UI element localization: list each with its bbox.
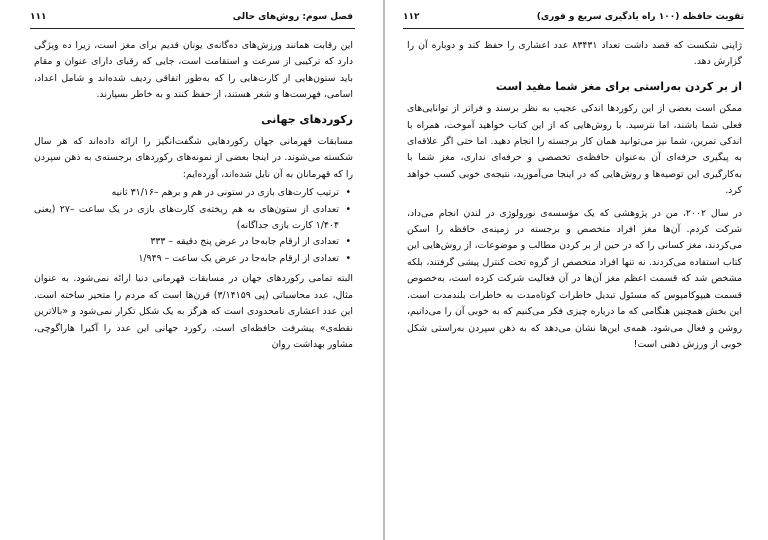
list-item: • تعدادی از ارقام جابه‌جا در عرض پنج دقیقه – ۳۳۳ [34,234,339,250]
records-list [34,185,353,267]
left-page [0,0,383,540]
running-header-title: فصل سوم: روش‌های حالی [232,12,353,22]
opening-paragraph: ژاپنی شکست که قصد داشت تعداد ۸۳۴۳۱ عدد اعشاری را حفظ کند و دوباره آن را گزارش دهد. [407,40,742,68]
list-item: • ترتیب کارت‌های بازی در ستونی در هم و برهم –۳۱/۱۶ ثانیه [34,185,339,201]
list-item: • تعدادی از ارقام جابه‌جا در عرض یک ساعت – ۱/۹۴۹ [34,251,339,267]
body-paragraph: در سال ۲۰۰۲، من در پژوهشی که یک مؤسسه‌ی نورولوژی در لندن انجام می‌داد، شرکت کردم. آن‌ها مغز افراد متخصص و برجسته در زمینه‌ی حافظه را اسکن می‌کردند، مغز کسانی را که در حین از بر کردن مطالب و موضوعات، از روش‌هایی این کتاب استفاده می‌کردند. نه تنها افراد متخصص از گروه تحت کنترل پیشی گرفتند، بلکه مشخص شد که قسمت اعظم مغز آن‌ها در آن فعالیت شرکت کرده است، به‌خصوص قسمت هیپوکامپوس که مسئول تبدیل خاطرات کوتاه‌مدت به خاطرات بلندمدت است. این بخش همچنین هنگامی که ما درباره چیزی فکر می‌کنیم که به خوبی آن را می‌دانیم، روشن و فعال می‌شود. همه‌ی این‌ها نشان می‌دهد که به ذهن سپردن به‌راستی شکل خوبی از ورزش ذهنی است! [407,207,743,350]
page-number: ۱۱۱ [30,12,47,22]
page-header [0,12,383,28]
page-header [385,12,768,28]
page-number: ۱۱۲ [403,12,420,22]
section-heading: رکوردهای جهانی [261,112,353,126]
header-rule [403,28,744,29]
records-intro-paragraph: مسابقات قهرمانی جهان رکوردهایی شگفت‌انگیز را ارائه داده‌اند که هر سال شکسته می‌شوند. در اینجا بعضی از نمونه‌های رکوردهای برجسته‌ی به ذهن سپردن را که قهرمانان به آن نایل شده‌اند، آورده‌ایم: [34,136,353,180]
running-header-title: تقویت حافظه (۱۰۰ راه یادگیری سریع و فوری) [536,12,744,22]
page-body [34,38,353,353]
list-item: • تعدادی از ستون‌های به هم ریخته‌ی کارت‌های بازی در یک ساعت –۲۷ (یعنی ۱/۴۰۴ کارت بازی جداگانه) [34,202,339,235]
intro-paragraph: این رقابت همانند ورزش‌های ده‌گانه‌ی یونان قدیم برای مغز است، زیرا ده ویژگی دارد که ترکیبی از سرعت و استقامت است، جایی که رقبای دارای عنوان و مقام باید ستون‌هایی از کارت‌هایی را که به‌طور اتفاقی ردیف شده‌اند و شامل اعداد، اسامی، فهرست‌ها و شعر هستند، از حفظ کنند و به خاطر بسپارند. [34,40,353,101]
header-rule [30,28,355,29]
right-page [385,0,768,540]
closing-paragraph: البته تمامی رکوردهای جهان در مسابقات قهرمانی دنیا ارائه نمی‌شود. به عنوان مثال، عدد محاسباتی (پی ۳/۱۴۱۵۹) قرن‌ها است که مردم را متحیر ساخته است. این عدد اعشاری نامحدودی است که هرگز به یک شکل تکرار نمی‌شود و «بالاترین نقطه‌ی» پیشرفت حافظه‌ای است. رکورد جهانی این عدد را آکیرا هاراگوچی، مشاور بهداشت روان [34,273,353,350]
body-paragraph: ممکن است بعضی از این رکوردها اندکی عجیب به نظر برسند و فراتر از توانایی‌های فعلی شما باشند، اما نترسید. با روش‌هایی که از این کتاب خواهید آموخت، همراه با اندکی تمرین، شما نیز می‌توانید همان کار برجسته را انجام دهید. اما حتی اگر علاقه‌ای به پیگیری حرفه‌ای آن به‌عنوان حافظه‌ی تخصصی و حرفه‌ای نداری، مغز شما با به‌کارگیری این توصیه‌ها و روش‌هایی که در اینجا می‌آموزید، نتیجه‌ی خوبی کسب خواهد کرد. [407,103,742,197]
section-heading: از بر کردن به‌راستی برای مغز شما مفید است [495,79,742,93]
page-body [407,38,742,353]
